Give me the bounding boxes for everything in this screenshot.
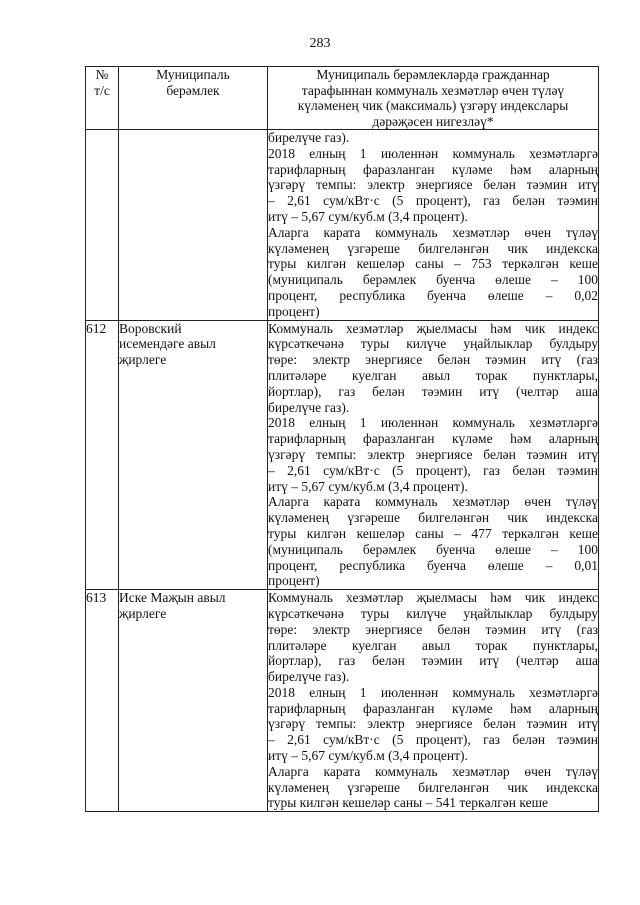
justification-line: (муниципаль берәмлек буенча өлеше – 100 [268,272,598,288]
row-number [86,130,119,321]
justification-line: күләменең үзгәреше билгеләнгән чик индекска [268,779,598,795]
municipality-name-line: Воровский [119,320,182,336]
header-justification-line: дәрәҗәсен нигезләү* [372,113,494,129]
justification-line: плитәләре куелган авыл торак пунктлары, [268,367,598,383]
header-justification-line: күләменең чик (максималь) үзгәрү индекслары [297,98,569,113]
justification-line: процент, республика буенча өлеше – 0,01 [268,557,598,573]
header-municipality-line: берәмлек [166,82,220,98]
justification-line: 2018 елның 1 июленнән коммуналь хезмәтләргә [268,684,598,700]
justification-line: тарифларның фаразланган күләме һәм аларның [268,161,598,177]
justification-line: (муниципаль берәмлек буенча өлеше – 100 [268,541,598,557]
municipal-index-table [85,66,599,812]
justification-line: төре: электр энергиясе белән тәэмин итү (газ [268,352,598,368]
table-body [86,130,599,812]
header-justification-line: тарафыннан коммуналь хезмәтләр өчен түләү [301,82,565,98]
header-number [86,67,119,130]
justification-line: итү – 5,67 сум/куб.м (3,4 процент). [268,478,468,494]
justification-line: йортлар), газ белән тәэмин итү (челтәр аша [268,383,598,399]
row-justification [268,320,599,590]
page-number: 283 [309,36,331,51]
table-header-row [86,67,599,130]
justification-paragraph [268,764,598,811]
justification-line: Коммуналь хезмәтләр җыелмасы һәм чик индекс [268,590,598,606]
municipality-name-line: исемендәге авыл [119,336,216,352]
justification-paragraph [268,685,598,764]
header-number-line: № [95,67,109,82]
justification-line: үзгәрү темпы: электр энергиясе белән тәэмин итү [268,446,598,462]
justification-line: туры килгән кешеләр саны – 541 теркәлгән кеше [268,795,548,811]
header-municipality-line: Муниципаль [156,67,230,82]
justification-paragraph [268,590,598,685]
header-justification [268,67,599,130]
header-number-line: т/с [94,82,110,98]
justification-line: процент) [268,303,320,319]
justification-paragraph [268,494,598,589]
justification-line: күрсәткечәнә туры килүче уңайлыклар булдыру [268,336,598,352]
table-row [86,130,599,321]
justification-line: күләменең үзгәреше билгеләнгән чик индекска [268,510,598,526]
row-municipality [119,130,268,321]
row-number: 612 [86,320,119,590]
municipality-name-line: җирлеге [119,352,167,368]
justification-line: плитәләре куелган авыл торак пунктлары, [268,637,598,653]
justification-line: үзгәрү темпы: электр энергиясе белән тәэмин итү [268,716,598,732]
justification-line: бирелүче газ). [268,130,350,145]
justification-paragraph [268,225,598,320]
municipality-name-line: җирлеге [119,605,167,621]
justification-line: туры килгән кешеләр саны – 753 теркәлгән кеше [268,256,598,272]
justification-paragraph [268,146,598,225]
justification-line: 2018 елның 1 июленнән коммуналь хезмәтләргә [268,415,598,431]
municipality-name-line: Иске Маҗын авыл [119,590,226,606]
justification-line: 2018 елның 1 июленнән коммуналь хезмәтләргә [268,145,598,161]
row-municipality [119,590,268,812]
justification-line: күрсәткечәнә туры килүче уңайлыклар булдыру [268,605,598,621]
justification-line: үзгәрү темпы: электр энергиясе белән тәэмин итү [268,177,598,193]
justification-line: – 2,61 сум/кВт·с (5 процент), газ белән тәэмин [268,732,598,748]
justification-line: бирелүче газ). [268,669,350,685]
justification-line: процент) [268,573,320,589]
justification-line: Коммуналь хезмәтләр җыелмасы һәм чик индекс [268,320,598,336]
justification-paragraph [268,130,598,146]
justification-paragraph [268,321,598,416]
justification-line: туры килгән кешеләр саны – 477 теркәлгән кеше [268,525,598,541]
justification-line: күләменең үзгәреше билгеләнгән чик индекска [268,240,598,256]
justification-line: тарифларның фаразланган күләме һәм аларның [268,700,598,716]
justification-line: итү – 5,67 сум/куб.м (3,4 процент). [268,208,468,224]
row-justification [268,130,599,321]
header-justification-line: Муниципаль берәмлекләрдә гражданнар [316,67,550,82]
justification-paragraph [268,415,598,494]
justification-line: йортлар), газ белән тәэмин итү (челтәр аша [268,653,598,669]
justification-line: – 2,61 сум/кВт·с (5 процент), газ белән тәэмин [268,462,598,478]
justification-line: Аларга карата коммуналь хезмәтләр өчен түләү [268,763,598,779]
justification-line: итү – 5,67 сум/куб.м (3,4 процент). [268,748,468,764]
table-row [86,320,599,590]
justification-line: Аларга карата коммуналь хезмәтләр өчен түләү [268,224,598,240]
row-justification [268,590,599,812]
justification-line: процент, республика буенча өлеше – 0,02 [268,287,598,303]
justification-line: тарифларның фаразланган күләме һәм аларның [268,431,598,447]
justification-line: Аларга карата коммуналь хезмәтләр өчен түләү [268,494,598,510]
row-municipality [119,320,268,590]
row-number: 613 [86,590,119,812]
table-row [86,590,599,812]
header-municipality [119,67,268,130]
justification-line: төре: электр энергиясе белән тәэмин итү (газ [268,621,598,637]
justification-line: – 2,61 сум/кВт·с (5 процент), газ белән тәэмин [268,193,598,209]
justification-line: бирелүче газ). [268,399,350,415]
